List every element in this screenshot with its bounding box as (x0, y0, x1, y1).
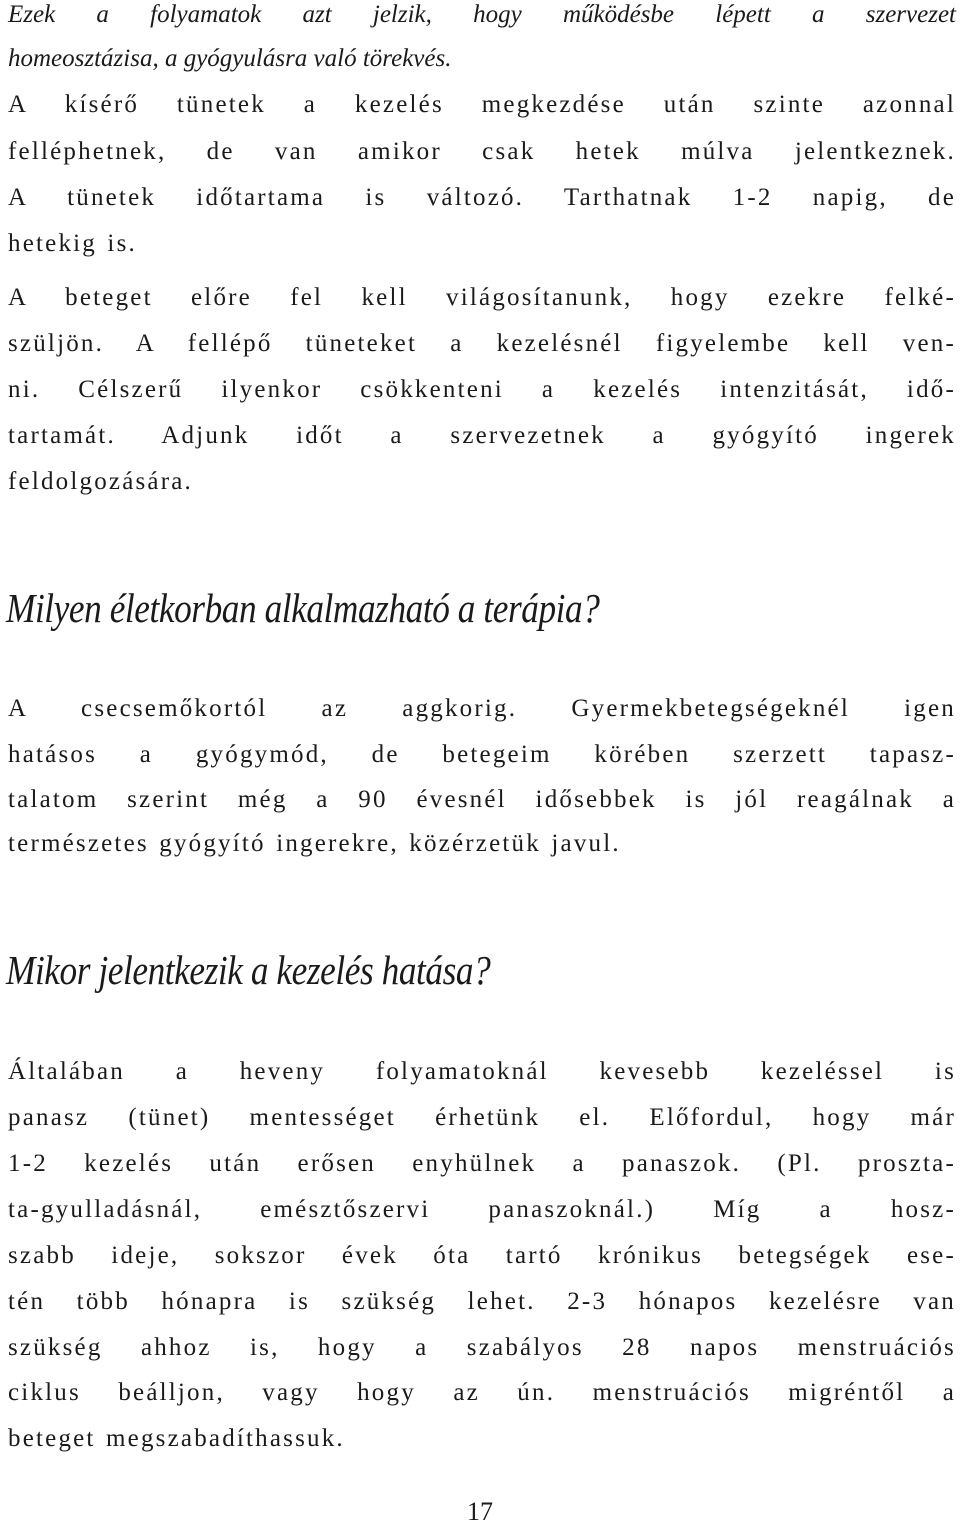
text-line: panasz (tünet) mentességet érhetünk el. Előfordul, hogy már (8, 1104, 956, 1131)
text-line: feldolgozására. (8, 468, 194, 495)
text-line: A beteget előre fel kell világosítanunk, hogy ezekre felké- (8, 284, 956, 311)
text-line: szükség ahhoz is, hogy a szabályos 28 napos menstruációs (8, 1334, 956, 1361)
text-line: 1-2 kezelés után erősen enyhülnek a panaszok. (Pl. proszta- (8, 1150, 956, 1177)
text-line: A tünetek időtartama is változó. Tarthatnak 1-2 napig, de (8, 184, 956, 211)
text-line: ta-gyulladásnál, emésztőszervi panaszoknál.) Míg a hosz- (8, 1196, 956, 1223)
text-line: Általában a heveny folyamatoknál kevesebb kezeléssel is (8, 1058, 956, 1085)
text-line: Ezek a folyamatok azt jelzik, hogy működésbe lépett a szervezet (8, 1, 956, 28)
section-heading-effect: Mikor jelentkezik a kezelés hatása? (6, 947, 491, 993)
text-line: ni. Célszerű ilyenkor csökkenteni a kezelés intenzitását, idő- (8, 376, 956, 403)
text-line: természetes gyógyító ingerekre, közérzetük javul. (8, 830, 621, 857)
text-line: hatásos a gyógymód, de betegeim körében szerzett tapasz- (8, 741, 956, 768)
text-line: tartamát. Adjunk időt a szervezetnek a gyógyító ingerek (8, 422, 956, 449)
text-line: A kísérő tünetek a kezelés megkezdése után szinte azonnal (8, 91, 956, 118)
text-line: hetekig is. (8, 230, 137, 257)
text-line: szüljön. A fellépő tüneteket a kezelésnél figyelembe kell ven- (8, 330, 956, 357)
text-line: tén több hónapra is szükség lehet. 2-3 hónapos kezelésre van (8, 1288, 956, 1315)
text-line: homeosztázisa, a gyógyulásra való törekvés. (8, 45, 452, 72)
text-line: A csecsemőkortól az aggkorig. Gyermekbetegségeknél igen (8, 695, 956, 722)
text-line: beteget megszabadíthassuk. (8, 1425, 345, 1452)
page-number: 17 (467, 1497, 493, 1526)
section-heading-age: Milyen életkorban alkalmazható a terápia? (6, 585, 600, 631)
text-line: szabb ideje, sokszor évek óta tartó krónikus betegségek ese- (8, 1242, 956, 1269)
text-line: talatom szerint még a 90 évesnél idősebbek is jól reagálnak a (8, 786, 956, 813)
text-line: ciklus beálljon, vagy hogy az ún. menstruációs migréntől a (8, 1379, 956, 1406)
text-line: felléphetnek, de van amikor csak hetek múlva jelentkeznek. (8, 138, 956, 165)
